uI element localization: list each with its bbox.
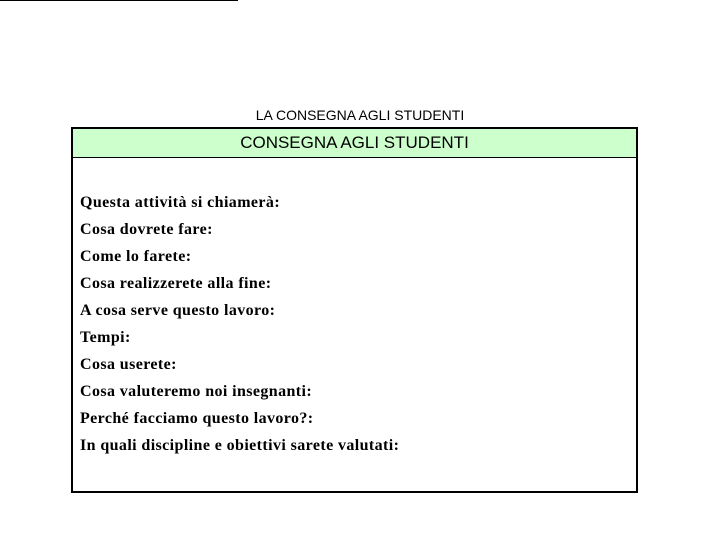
prompt-what-to-do: Cosa dovrete fare: <box>80 221 213 238</box>
prompt-timing: Tempi: <box>80 329 131 346</box>
prompt-materials: Cosa userete: <box>80 356 177 373</box>
prompt-why: Perché facciamo questo lavoro?: <box>80 410 314 427</box>
assignment-box <box>71 127 638 493</box>
assignment-box-header: CONSEGNA AGLI STUDENTI <box>73 129 636 158</box>
prompt-activity-name: Questa attività si chiamerà: <box>80 194 281 211</box>
prompt-disciplines: In quali discipline e obiettivi sarete valutati: <box>80 437 400 454</box>
assignment-box-body <box>73 158 636 459</box>
prompt-evaluation: Cosa valuteremo noi insegnanti: <box>80 383 313 400</box>
slide-caption: LA CONSEGNA AGLI STUDENTI <box>255 107 465 123</box>
prompt-how-to-do: Come lo farete: <box>80 248 192 265</box>
prompt-purpose: A cosa serve questo lavoro: <box>80 302 276 319</box>
prompt-final-product: Cosa realizzerete alla fine: <box>80 275 272 292</box>
top-rule-divider <box>0 0 238 1</box>
